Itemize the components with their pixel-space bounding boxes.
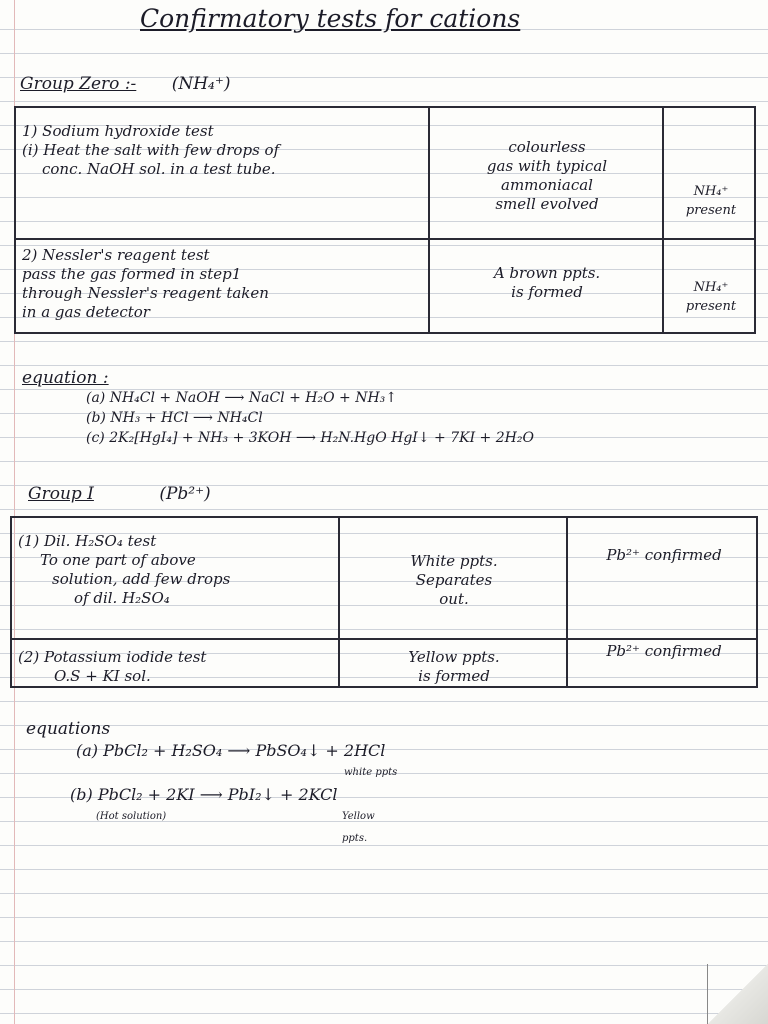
text-line: 1) Sodium hydroxide test (22, 122, 214, 140)
equation-line: (a) PbCl₂ + H₂SO₄ ⟶ PbSO₄↓ + 2HCl (76, 741, 386, 760)
text-line: Yellow ppts. (408, 648, 500, 666)
text-line: of dil. H₂SO₄ (74, 589, 170, 607)
table-divider (662, 108, 664, 332)
table-row-divider (16, 238, 754, 240)
equation-label: equations (26, 719, 111, 739)
table-divider (428, 108, 430, 332)
table-cell-experiment (18, 648, 334, 686)
table-cell-inference (572, 546, 756, 565)
group-one-label: Group I (28, 484, 94, 504)
table-cell-experiment (18, 532, 334, 608)
text-line: (2) Potassium iodide test (18, 648, 207, 666)
equation-line: (b) NH₃ + HCl ⟶ NH₄Cl (86, 410, 263, 426)
text-line: pass the gas formed in step1 (22, 265, 242, 283)
table-row-divider (12, 638, 756, 640)
text-line: in a gas detector (22, 303, 150, 321)
group-one-heading (28, 484, 211, 504)
text-line: conc. NaOH sol. in a test tube. (42, 160, 276, 178)
group-one-ion: (Pb²⁺) (159, 484, 211, 504)
equation-line: (a) NH₄Cl + NaOH ⟶ NaCl + H₂O + NH₃↑ (86, 390, 398, 406)
text-line: Separates (415, 571, 493, 589)
equation-label: equation : (22, 368, 109, 388)
equation-block (22, 368, 534, 448)
text-line: White ppts. (410, 552, 498, 570)
group-zero-ion: (NH₄⁺) (171, 74, 231, 94)
table-cell-observation (436, 138, 658, 214)
text-line: present (685, 203, 737, 218)
equation-note: (Hot solution) (96, 811, 167, 822)
text-line: To one part of above (40, 551, 196, 569)
equation-line: (b) PbCl₂ + 2KI ⟶ PbI₂↓ + 2KCl (70, 785, 338, 804)
equation-note: white ppts (344, 767, 398, 778)
text-line: O.S + KI sol. (54, 667, 151, 685)
table-cell-observation (346, 552, 562, 609)
text-line: NH₄⁺ (693, 184, 729, 199)
group-zero-label: Group Zero :- (20, 74, 137, 94)
text-line: is formed (418, 667, 490, 685)
group-zero-table (14, 106, 756, 334)
text-line: Pb²⁺ confirmed (606, 546, 722, 564)
text-line: gas with typical (486, 157, 608, 175)
table-cell-inference (572, 642, 756, 661)
table-cell-observation (436, 264, 658, 302)
text-line: present (685, 299, 737, 314)
text-line: solution, add few drops (52, 570, 231, 588)
equation-line: (c) 2K₂[HgI₄] + NH₃ + 3KOH ⟶ H₂N.HgO HgI↓ + 7KI + 2H₂O (86, 430, 534, 446)
equation-note: Yellow ppts. (342, 811, 375, 844)
text-line: NH₄⁺ (693, 280, 729, 295)
text-line: A brown ppts. (493, 264, 601, 282)
text-line: (i) Heat the salt with few drops of (22, 141, 280, 159)
text-line: out. (439, 590, 469, 608)
text-line: is formed (511, 283, 583, 301)
equation-block (26, 718, 398, 844)
text-line: colourless (508, 138, 586, 156)
table-cell-inference (666, 182, 756, 220)
group-one-table (10, 516, 758, 688)
table-cell-experiment (22, 122, 422, 179)
equation-note-row (26, 806, 397, 844)
text-line: through Nessler's reagent taken (22, 284, 269, 302)
group-zero-heading (20, 74, 230, 94)
table-cell-inference (666, 278, 756, 316)
text-line: (1) Dil. H₂SO₄ test (18, 532, 157, 550)
page-curl (707, 964, 768, 1024)
text-line: smell evolved (495, 195, 599, 213)
text-line: 2) Nessler's reagent test (22, 246, 210, 264)
table-cell-observation (346, 648, 562, 686)
table-cell-experiment (22, 246, 422, 322)
page-title: Confirmatory tests for cations (140, 4, 521, 33)
text-line: Pb²⁺ confirmed (606, 642, 722, 660)
table-divider (338, 518, 340, 686)
text-line: ammoniacal (501, 176, 593, 194)
table-divider (566, 518, 568, 686)
